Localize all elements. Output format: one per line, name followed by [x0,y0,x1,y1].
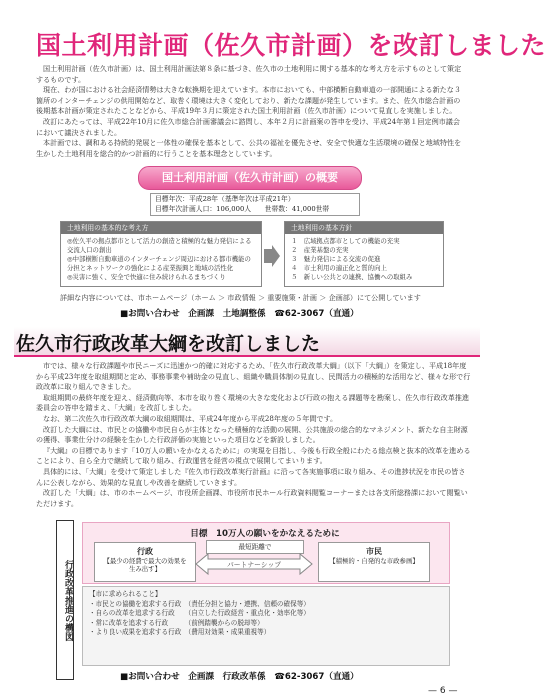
citizen-desc: 【積極的・自発的な市政参画】 [329,557,419,565]
diagram-goal: 目標 10万人の願いをかなえるために [190,529,340,539]
government-box [94,542,196,582]
page-number: — 6 — [428,686,458,696]
section1-paragraph: 現在、わが国における社会経済情勢は大きな転換期を迎えています。本市においても、中部横断自動車道の一部開通による新たな３箇所のインターチェンジの供用開始など、取巻く環境は大きく変化しており、新たな課題が発生しています。また、佐久市総合計画の後期基本計画が策定されたことなどから、平成19年３月に策定された国土利用計画（佐久市計画）について見直しを実施しました。 [36,85,461,116]
section2-paragraph: 市では、様々な行政課題や市民ニーズに迅速かつ的確に対応するため、「佐久市行政改革大綱」（以下「大綱」）を策定し、平成18年度から平成23年度を取組期間と定め、事務事業や補助金の見直し、組織や職員体制の見直し、民間活力の積極的な活用など、様々な形で行政改革に取り組んできました。 [36,361,471,392]
target-year: 目標年次：平成28年（基準年次は平成21年） [155,195,295,203]
list-item: ５ 新しい公共との連携、協働への取組み [291,273,413,281]
section2-paragraph: 『大綱』の目標であります「10万人の願いをかなえるために」の実現を目指し、今後も行政全般にわたる総点検と抜本的改革を進めることにより、自ら全力で継続して取り組み、行政運営を経営の視点で展開してまいります。 [36,445,471,466]
section2-title: 佐久市行政改革大綱を改訂しました [16,333,321,355]
target-population: 目標年次計画人口：106,000人 世帯数：41,000世帯 [155,204,330,213]
overview-title: 国土利用計画（佐久市計画）の概要 [138,166,362,190]
government-desc: 【最少の経費で最大の効果を生み出す】 [103,557,187,573]
overview-band [0,166,494,190]
section2-paragraph: 具体的には、「大綱」を受けて策定しました『佐久市行政改革実行計画』に沿って各実施事項に取り組み、その進捗状況を市民の皆さんに公表しながら、効果的な見直しや改善を継続していきます。 [36,466,466,487]
section1-paragraph: 改訂にあたっては、平成22年10月に佐久市総合計画審議会に諮問し、本年２月に計画案の答申を受け、平成24年第１回定例市議会において議決されました。 [36,116,460,137]
section2-contact: ■お問い合わせ 企画課 行政改革係 ☎62-3067（直通） [120,672,359,682]
list-item: ・自らの改革を追求する行政 （自立した行政経営・重点化・効率化等） [89,609,310,617]
list-item: ◎災害に強く、安全で快適に住み続けられるまちづくり [67,273,226,281]
direction-list [285,234,443,285]
diagram-side-label: 行政改革推進の構図 [56,520,74,680]
basic-policy-list [61,234,261,285]
list-item: ◎佐久平の拠点都市として活力の創造と積極的な魅力発信による交流人口の創出 [67,237,252,254]
basic-policy-box [60,221,262,287]
required-box [82,586,450,666]
list-item: ・より良い成果を追求する行政 （費用対効果・成果重視等） [89,628,271,636]
list-item: ◎中部横断自動車道のインターチェンジ周辺における都市機能の分担とネットワークの強化による産業振興と地域の活性化 [67,255,251,272]
section1-paragraph: 国土利用計画（佐久市計画）は、国土利用計画法第８条に基づき、佐久市の土地利用に関する基本的な考え方を示すものとして策定するものです。 [36,64,462,84]
list-item: ４ 市土利用の適正化と質的向上 [291,264,387,272]
direction-box [284,221,444,287]
section2-body [36,361,472,509]
section1-title: 国土利用計画（佐久市計画）を改訂しました [36,31,546,60]
list-item: ２ 産業基盤の充実 [291,246,349,254]
shortest-label: 最短距離で [206,540,304,554]
section2-paragraph: なお、第二次佐久市行政改革大綱の取組期間は、平成24年度から平成28年度の５年間です。 [43,413,338,423]
section2-paragraph: 取組期間の最終年度を迎え、経済動向等、本市を取り巻く環境の大きな変化および行政の抱える課題等を勘案し、佐久市行政改革推進委員会の答申を踏まえ、「大綱」を改訂しました。 [36,392,470,413]
reform-diagram [56,520,452,680]
list-item: ・常に改革を追求する行政 （前例踏襲からの脱却等） [89,618,264,627]
list-item: ・市民との協働を追求する行政 （責任分担と協力・連携、信頼の確保等） [89,599,310,608]
required-list [83,587,449,641]
details-note: 詳細な内容については、市ホームページ（ホーム ＞ 市政情報 ＞ 重要施策・計画 ＞ 企画部）にて公開しています [60,293,421,302]
direction-title: 土地利用の基本方針 [285,222,443,234]
section1-paragraph: 本計画では、調和ある持続的発展と一体性の確保を基本として、公共の福祉を優先させ、安全で快適な生活環境の確保と地域特性を生かした土地利用を総合的かつ計画的に行うことを基本理念としています。 [36,138,462,158]
section2-paragraph: 改訂した大綱には、市民との協働や市民自らが主体となった積極的な活動の展開、公共施設の総合的なマネジメント、新たな自主財源の獲得、事業仕分けの経験を生かした行政評価の実施といった項目などを新設しました。 [36,424,468,445]
section1-contact: ■お問い合わせ 企画課 土地調整係 ☎62-3067（直通） [120,309,359,319]
list-item: ３ 魅力発信による交流の促進 [291,255,381,263]
list-item: １ 広域拠点都市としての機能の充実 [291,237,400,245]
section2-paragraph: 改訂した「大綱」は、市のホームページ、市役所企画課、市役所市民ホール行政資料閲覧コーナーまたは各支所総務課において閲覧いただけます。 [36,488,468,508]
citizen-title: 市民 [366,547,382,556]
target-stats [150,193,360,216]
partnership-label: パートナーシップ [226,561,282,569]
section1-body [36,64,462,159]
required-title: 【市に求められること】 [89,590,162,598]
government-title: 行政 [137,547,153,556]
basic-policy-title: 土地利用の基本的な考え方 [61,222,261,234]
arrow-right-icon [264,245,280,267]
citizen-box [318,542,430,582]
